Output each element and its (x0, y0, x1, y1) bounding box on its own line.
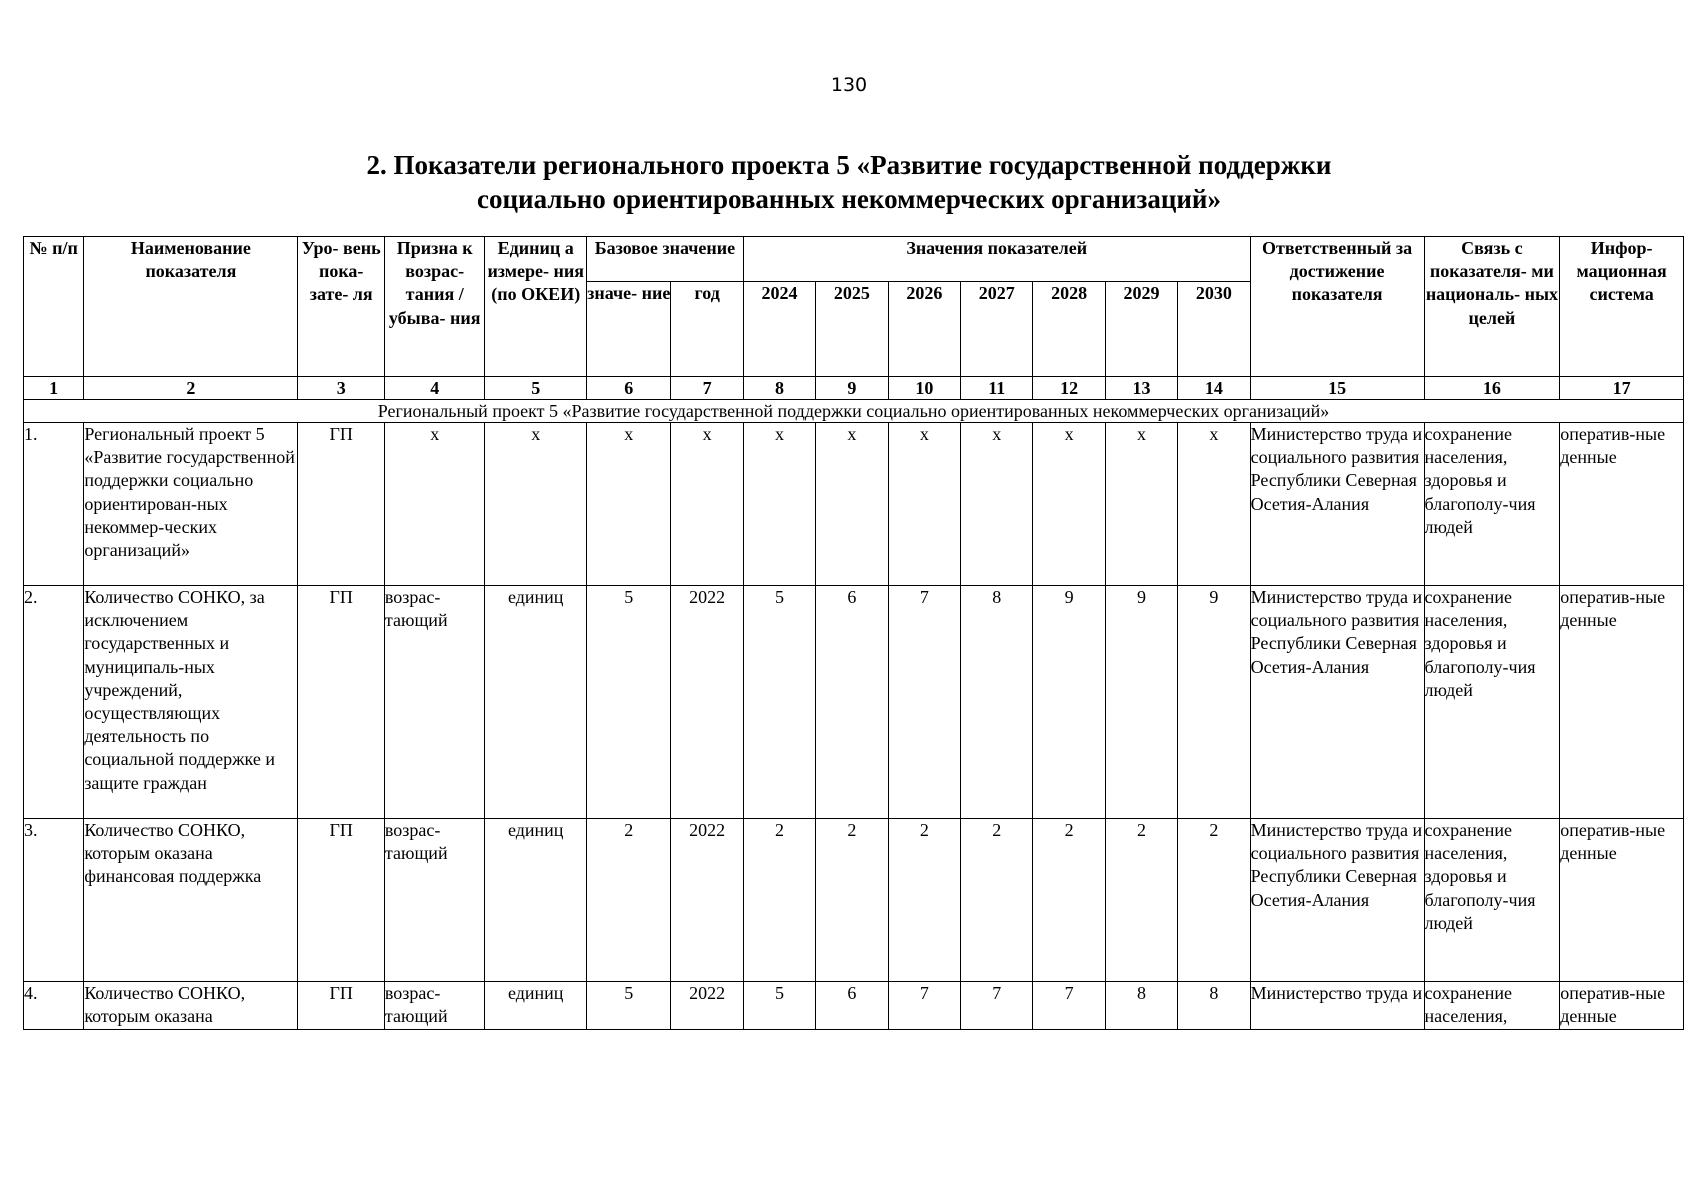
header-base-value: значе- ние (587, 282, 671, 377)
row-value-2027: 8 (961, 586, 1033, 819)
indicators-table (23, 236, 1684, 1030)
header-responsible: Ответственный за достижение показателя (1250, 237, 1424, 377)
header-level: Уро- вень пока- зате- ля (298, 237, 384, 377)
row-num: 1. (24, 423, 84, 586)
row-name: Количество СОНКО, которым оказана финансовая поддержка (84, 819, 298, 982)
row-name: Региональный проект 5 «Развитие государственной поддержки социально ориентирован-ных некоммер-ческих организаций» (84, 423, 298, 586)
header-year-2026: 2026 (888, 282, 960, 377)
row-base-value: х (587, 423, 671, 586)
row-value-2025: х (816, 423, 888, 586)
title-line-1: 2. Показатели регионального проекта 5 «Развитие государственной поддержки (366, 150, 1332, 180)
row-link: сохранение населения, здоровья и благополу-чия людей (1424, 423, 1560, 586)
column-number: 9 (816, 377, 888, 400)
row-responsible: Министерство труда и (1250, 982, 1424, 1030)
row-value-2029: 2 (1105, 819, 1177, 982)
row-level: ГП (298, 982, 384, 1030)
header-year-2024: 2024 (743, 282, 815, 377)
row-unit: х (485, 423, 587, 586)
row-name: Количество СОНКО, за исключением государственных и муниципаль-ных учреждений, осуществляющих деятельность по социальной поддержке и защите граждан (84, 586, 298, 819)
row-unit: единиц (485, 819, 587, 982)
row-value-2030: 2 (1178, 819, 1250, 982)
row-value-2024: х (743, 423, 815, 586)
header-year-2028: 2028 (1033, 282, 1105, 377)
section-title: Региональный проект 5 «Развитие государственной поддержки социально ориентированных некоммерческих организаций» (24, 400, 1684, 423)
column-number: 4 (384, 377, 485, 400)
header-year-2025: 2025 (816, 282, 888, 377)
row-base-value: 2 (587, 819, 671, 982)
header-info-system: Инфор- мационная система (1560, 237, 1684, 377)
table-row (24, 423, 1684, 586)
header-num: № п/п (24, 237, 84, 377)
row-value-2027: 7 (961, 982, 1033, 1030)
header-sign: Призна к возрас- тания / убыва- ния (384, 237, 485, 377)
column-number: 11 (961, 377, 1033, 400)
row-base-year: х (671, 423, 743, 586)
row-value-2024: 2 (743, 819, 815, 982)
row-level: ГП (298, 586, 384, 819)
row-value-2026: х (888, 423, 960, 586)
row-num: 2. (24, 586, 84, 819)
row-value-2025: 2 (816, 819, 888, 982)
column-number: 15 (1250, 377, 1424, 400)
row-base-year: 2022 (671, 982, 743, 1030)
row-info-system: оператив-ные денные (1560, 423, 1684, 586)
row-num: 4. (24, 982, 84, 1030)
row-unit: единиц (485, 586, 587, 819)
row-responsible: Министерство труда и социального развития Республики Северная Осетия-Алания (1250, 586, 1424, 819)
header-year-2030: 2030 (1178, 282, 1250, 377)
row-value-2029: х (1105, 423, 1177, 586)
row-sign: возрас-тающий (384, 982, 485, 1030)
row-sign: возрас-тающий (384, 586, 485, 819)
column-number: 3 (298, 377, 384, 400)
row-value-2024: 5 (743, 586, 815, 819)
table-row (24, 982, 1684, 1030)
column-number: 7 (671, 377, 743, 400)
row-value-2030: 8 (1178, 982, 1250, 1030)
header-base-year: год (671, 282, 743, 377)
column-number: 10 (888, 377, 960, 400)
row-value-2026: 7 (888, 982, 960, 1030)
row-base-year: 2022 (671, 819, 743, 982)
row-value-2029: 8 (1105, 982, 1177, 1030)
row-value-2028: 7 (1033, 982, 1105, 1030)
header-values-group: Значения показателей (743, 237, 1250, 282)
row-num: 3. (24, 819, 84, 982)
row-name: Количество СОНКО, которым оказана (84, 982, 298, 1030)
column-number: 6 (587, 377, 671, 400)
row-value-2030: 9 (1178, 586, 1250, 819)
row-responsible: Министерство труда и социального развития Республики Северная Осетия-Алания (1250, 819, 1424, 982)
row-value-2026: 7 (888, 586, 960, 819)
row-info-system: оператив-ные денные (1560, 586, 1684, 819)
row-base-value: 5 (587, 586, 671, 819)
row-value-2026: 2 (888, 819, 960, 982)
page-number: 130 (830, 74, 868, 96)
column-number: 17 (1560, 377, 1684, 400)
row-link: сохранение населения, здоровья и благополу-чия людей (1424, 819, 1560, 982)
row-base-year: 2022 (671, 586, 743, 819)
row-value-2025: 6 (816, 982, 888, 1030)
section-row (24, 400, 1684, 423)
row-info-system: оператив-ные денные (1560, 982, 1684, 1030)
column-number: 8 (743, 377, 815, 400)
header-year-2029: 2029 (1105, 282, 1177, 377)
column-number: 1 (24, 377, 84, 400)
row-value-2027: 2 (961, 819, 1033, 982)
header-name: Наименование показателя (84, 237, 298, 377)
row-level: ГП (298, 819, 384, 982)
title-line-2: социально ориентированных некоммерческих организаций» (476, 184, 1221, 214)
header-base: Базовое значение (587, 237, 744, 282)
header-link: Связь с показателя- ми националь- ных целей (1424, 237, 1560, 377)
row-link: сохранение населения, (1424, 982, 1560, 1030)
row-value-2030: х (1178, 423, 1250, 586)
row-unit: единиц (485, 982, 587, 1030)
document-title (0, 148, 1698, 216)
column-number: 2 (84, 377, 298, 400)
row-responsible: Министерство труда и социального развития Республики Северная Осетия-Алания (1250, 423, 1424, 586)
row-value-2027: х (961, 423, 1033, 586)
column-number: 14 (1178, 377, 1250, 400)
header-unit: Единиц а измере- ния (по ОКЕИ) (485, 237, 587, 377)
row-value-2025: 6 (816, 586, 888, 819)
row-sign: х (384, 423, 485, 586)
column-number: 5 (485, 377, 587, 400)
row-value-2028: 2 (1033, 819, 1105, 982)
row-value-2028: х (1033, 423, 1105, 586)
table-row (24, 586, 1684, 819)
row-value-2028: 9 (1033, 586, 1105, 819)
column-number-row (24, 377, 1684, 400)
column-number: 12 (1033, 377, 1105, 400)
column-number: 16 (1424, 377, 1560, 400)
row-value-2024: 5 (743, 982, 815, 1030)
header-row-top (24, 237, 1684, 282)
row-info-system: оператив-ные денные (1560, 819, 1684, 982)
header-year-2027: 2027 (961, 282, 1033, 377)
row-link: сохранение населения, здоровья и благополу-чия людей (1424, 586, 1560, 819)
row-level: ГП (298, 423, 384, 586)
column-number: 13 (1105, 377, 1177, 400)
row-base-value: 5 (587, 982, 671, 1030)
row-value-2029: 9 (1105, 586, 1177, 819)
row-sign: возрас-тающий (384, 819, 485, 982)
table-row (24, 819, 1684, 982)
